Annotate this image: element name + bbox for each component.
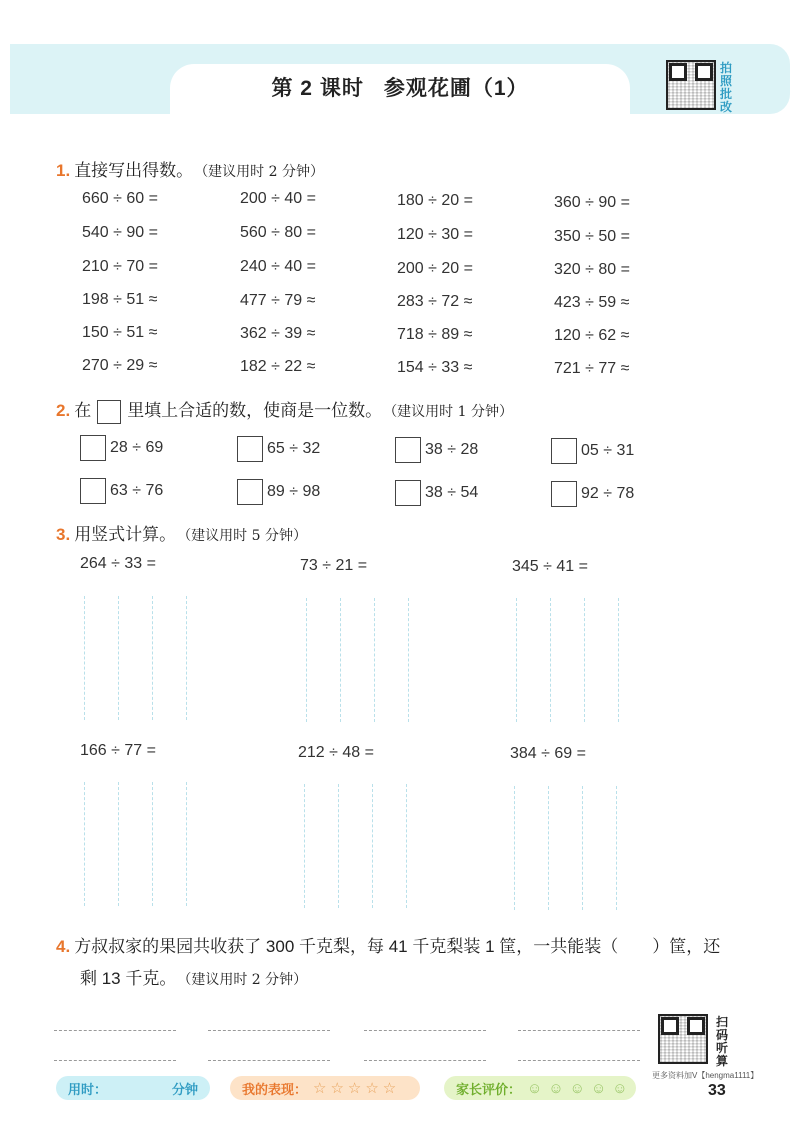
work-area-guide (338, 784, 339, 908)
estimation-item: 150 ÷ 51 ≈ (82, 324, 158, 341)
mental-math-item: 210 ÷ 70 = (82, 258, 158, 275)
fill-digit-item (80, 478, 163, 504)
estimation-item: 182 ÷ 22 ≈ (240, 358, 316, 375)
question-text: 直接写出得数。 (74, 161, 194, 180)
parent-rating-field (444, 1076, 636, 1100)
fill-digit-item (395, 437, 478, 463)
time-used-label: 用时： (68, 1081, 108, 1097)
self-rating-label: 我的表现： (242, 1081, 308, 1097)
digit-input-box[interactable] (395, 480, 421, 506)
mental-math-item: 660 ÷ 60 = (82, 190, 158, 207)
question-number: 3. (56, 525, 71, 544)
work-area-guide (118, 596, 119, 720)
vertical-division-problem: 73 ÷ 21 = (300, 557, 368, 574)
fill-digit-item (551, 481, 634, 507)
estimation-item: 198 ÷ 51 ≈ (82, 291, 158, 308)
work-area-guide (306, 598, 307, 722)
estimation-item: 362 ÷ 39 ≈ (240, 325, 316, 342)
digit-input-box[interactable] (80, 478, 106, 504)
work-area-guide (616, 786, 617, 910)
division-expression: 89 ÷ 98 (267, 483, 321, 500)
answer-line[interactable] (518, 1030, 640, 1031)
mental-math-item: 320 ÷ 80 = (554, 261, 630, 278)
division-expression: 63 ÷ 76 (110, 482, 164, 499)
mental-math-item: 200 ÷ 20 = (397, 260, 473, 277)
fill-digit-item (551, 438, 634, 464)
digit-input-box[interactable] (551, 481, 577, 507)
fill-digit-item (80, 435, 163, 461)
estimation-item: 283 ÷ 72 ≈ (397, 293, 473, 310)
vertical-division-problem: 166 ÷ 77 = (80, 742, 156, 759)
work-area-guide (408, 598, 409, 722)
parent-rating-label: 家长评价： (456, 1081, 522, 1097)
estimation-item: 477 ÷ 79 ≈ (240, 292, 316, 309)
work-area-guide (618, 598, 619, 722)
question-number: 1. (56, 161, 71, 180)
time-used-field[interactable] (56, 1076, 210, 1100)
word-problem-text: 方叔叔家的果园共收获了 300 千克梨，每 41 千克梨装 1 筐，一共能装（ ）筐，还 (74, 937, 721, 956)
work-area-guide (84, 596, 85, 720)
vertical-division-problem: 384 ÷ 69 = (510, 745, 586, 762)
fill-digit-item (237, 479, 320, 505)
division-expression: 92 ÷ 78 (581, 485, 635, 502)
mental-math-item: 540 ÷ 90 = (82, 224, 158, 241)
question-1-heading (56, 156, 324, 181)
mental-math-item: 240 ÷ 40 = (240, 258, 316, 275)
mental-math-item: 350 ÷ 50 = (554, 228, 630, 245)
question-2-heading (56, 396, 513, 424)
qr-label-listen: 扫码听算 (715, 1015, 728, 1068)
vertical-division-problem: 264 ÷ 33 = (80, 555, 156, 572)
time-used-unit: 分钟 (171, 1081, 198, 1097)
answer-line[interactable] (208, 1060, 330, 1061)
digit-input-box[interactable] (237, 479, 263, 505)
question-4-line-2 (80, 964, 307, 989)
work-area-guide (550, 598, 551, 722)
answer-line[interactable] (54, 1030, 176, 1031)
smiley-rating-icon[interactable]: ☺☺☺☺☺ (527, 1079, 634, 1097)
answer-line[interactable] (518, 1060, 640, 1061)
division-expression: 65 ÷ 32 (267, 440, 321, 457)
work-area-guide (582, 786, 583, 910)
question-number: 4. (56, 937, 71, 956)
estimation-item: 270 ÷ 29 ≈ (82, 357, 158, 374)
word-problem-text: 剩 13 千克。 (80, 969, 177, 988)
work-area-guide (584, 598, 585, 722)
work-area-guide (516, 598, 517, 722)
work-area-guide (84, 782, 85, 906)
answer-line[interactable] (364, 1060, 486, 1061)
question-text-before: 在 (74, 401, 92, 420)
qr-code-icon[interactable] (666, 60, 716, 110)
question-text: 用竖式计算。 (74, 525, 177, 544)
division-expression: 28 ÷ 69 (110, 439, 164, 456)
work-area-guide (152, 782, 153, 906)
vertical-division-problem: 212 ÷ 48 = (298, 744, 374, 761)
question-3-heading (56, 520, 307, 545)
vertical-division-problem: 345 ÷ 41 = (512, 558, 588, 575)
time-suggestion: （建议用时 5 分钟） (184, 528, 307, 544)
self-rating-field (230, 1076, 420, 1100)
answer-line[interactable] (208, 1030, 330, 1031)
work-area-guide (548, 786, 549, 910)
division-expression: 05 ÷ 31 (581, 442, 635, 459)
work-area-guide (186, 596, 187, 720)
fill-digit-item (395, 480, 478, 506)
estimation-item: 154 ÷ 33 ≈ (397, 359, 473, 376)
digit-input-box[interactable] (80, 435, 106, 461)
time-suggestion: （建议用时 1 分钟） (390, 404, 513, 420)
mental-math-item: 560 ÷ 80 = (240, 224, 316, 241)
work-area-guide (186, 782, 187, 906)
question-text-after: 里填上合适的数，使商是一位数。 (127, 401, 383, 420)
mental-math-item: 360 ÷ 90 = (554, 194, 630, 211)
digit-input-box[interactable] (237, 436, 263, 462)
estimation-item: 721 ÷ 77 ≈ (554, 360, 630, 377)
estimation-item: 718 ÷ 89 ≈ (397, 326, 473, 343)
example-blank-box (97, 400, 121, 424)
star-rating-icon[interactable]: ☆☆☆☆☆ (313, 1080, 401, 1097)
digit-input-box[interactable] (551, 438, 577, 464)
work-area-guide (374, 598, 375, 722)
qr-code-icon[interactable] (658, 1014, 708, 1064)
estimation-item: 423 ÷ 59 ≈ (554, 294, 630, 311)
mental-math-item: 120 ÷ 30 = (397, 226, 473, 243)
page-title (170, 72, 630, 102)
answer-line[interactable] (54, 1060, 176, 1061)
question-4-line-1 (56, 932, 720, 957)
footer-note: 更多资料加V【hengma1111】 (652, 1071, 759, 1080)
work-area-guide (118, 782, 119, 906)
work-area-guide (372, 784, 373, 908)
question-number: 2. (56, 401, 71, 420)
answer-line[interactable] (364, 1030, 486, 1031)
digit-input-box[interactable] (395, 437, 421, 463)
work-area-guide (340, 598, 341, 722)
division-expression: 38 ÷ 28 (425, 441, 479, 458)
mental-math-item: 200 ÷ 40 = (240, 190, 316, 207)
lesson-title: 参观花圃（1） (383, 77, 529, 100)
work-area-guide (304, 784, 305, 908)
work-area-guide (514, 786, 515, 910)
mental-math-item: 180 ÷ 20 = (397, 192, 473, 209)
fill-digit-item (237, 436, 320, 462)
time-suggestion: （建议用时 2 分钟） (201, 164, 324, 180)
page-number: 33 (708, 1082, 726, 1099)
time-suggestion: （建议用时 2 分钟） (184, 972, 308, 988)
qr-label-photo-grading: 拍照批改 (719, 61, 732, 114)
division-expression: 38 ÷ 54 (425, 484, 479, 501)
estimation-item: 120 ÷ 62 ≈ (554, 327, 630, 344)
work-area-guide (406, 784, 407, 908)
lesson-number: 第 2 课时 (271, 77, 364, 100)
work-area-guide (152, 596, 153, 720)
